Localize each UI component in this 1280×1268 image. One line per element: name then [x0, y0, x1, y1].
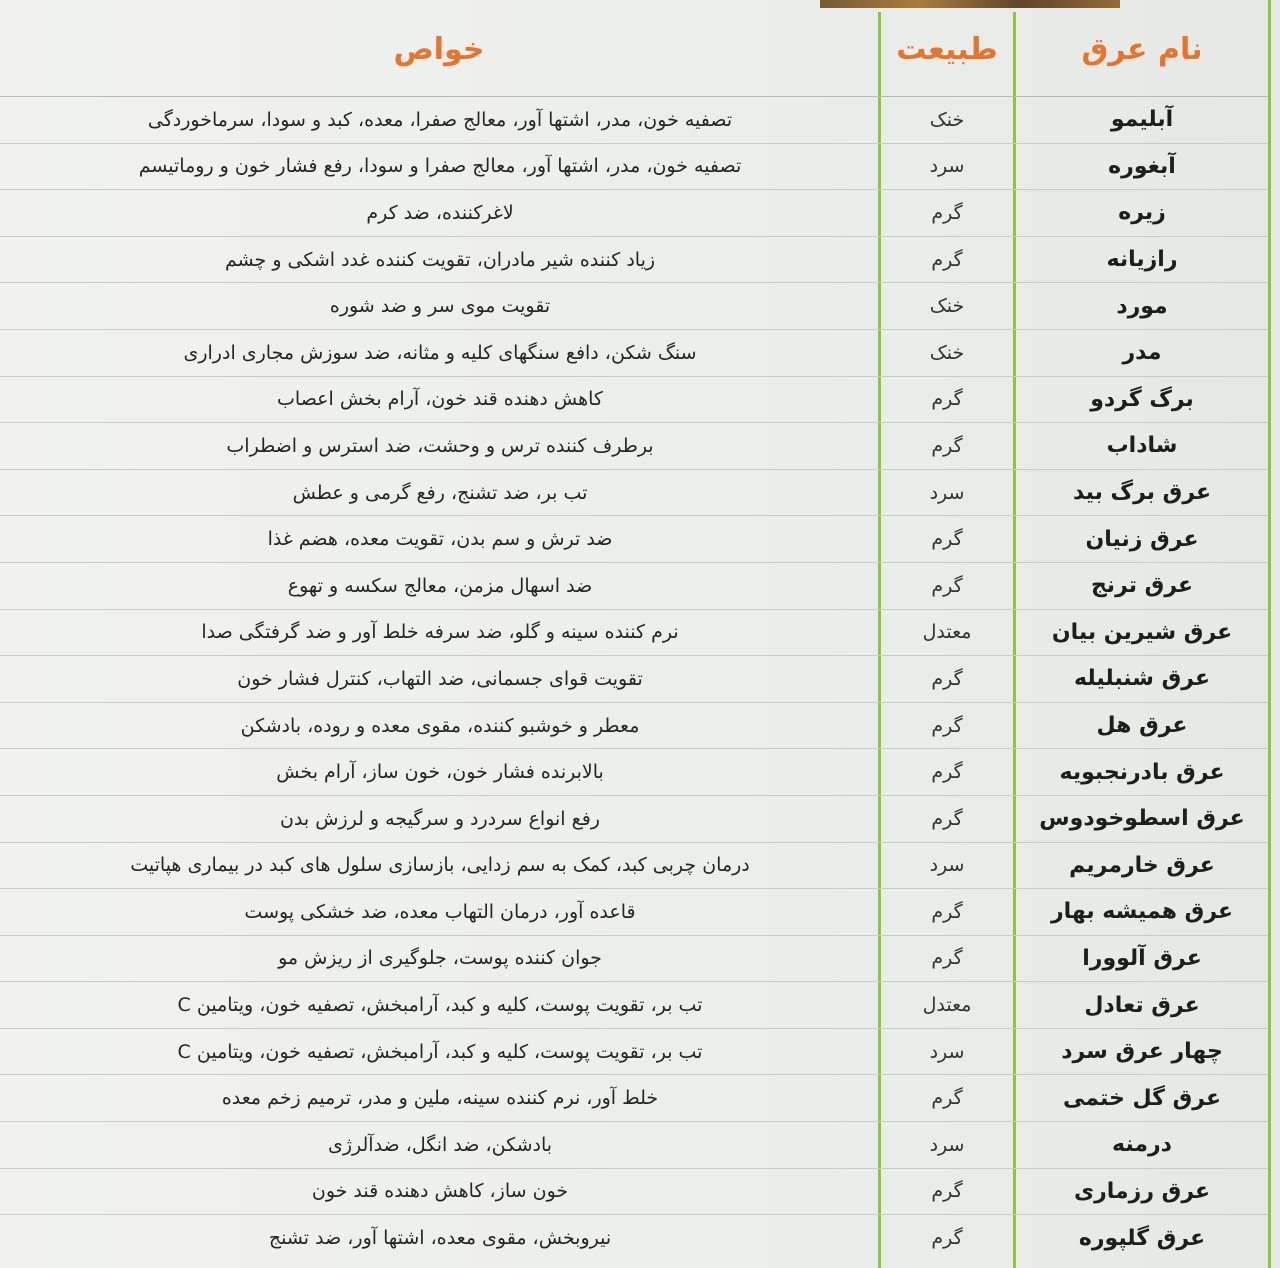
row-properties: نرم کننده سینه و گلو، ضد سرفه خلط آور و ضد گرفتگی صدا: [201, 621, 679, 644]
row-nature: سرد: [929, 1040, 965, 1063]
table-row: [0, 236, 1268, 283]
row-nature: گرم: [931, 900, 963, 923]
table-row: [0, 1214, 1268, 1261]
header-nature: طبیعت: [896, 32, 998, 67]
table-row: [0, 329, 1268, 376]
row-properties: تب بر، ضد تشنج، رفع گرمی و عطش: [292, 481, 588, 504]
row-name: عرق خارمریم: [1069, 852, 1215, 878]
row-name: مدر: [1122, 340, 1162, 366]
row-nature: گرم: [931, 574, 963, 597]
table-row: [0, 1028, 1268, 1075]
row-name: عرق هل: [1096, 713, 1188, 739]
row-nature: گرم: [931, 528, 963, 551]
row-properties: خلط آور، نرم کننده سینه، ملین و مدر، ترمیم زخم معده: [221, 1087, 659, 1110]
row-name: عرق آلوورا: [1082, 945, 1202, 971]
row-name: درمنه: [1112, 1132, 1172, 1158]
row-properties: جوان کننده پوست، جلوگیری از ریزش مو: [278, 947, 602, 970]
row-name: عرق اسطوخودوس: [1039, 806, 1245, 832]
row-name: برگ گردو: [1090, 386, 1194, 412]
table-row: [0, 935, 1268, 982]
row-nature: گرم: [931, 1180, 963, 1203]
table-row: [0, 282, 1268, 329]
row-properties: تقویت قوای جسمانی، ضد التهاب، کنترل فشار خون: [237, 667, 643, 690]
row-properties: سنگ شکن، دافع سنگهای کلیه و مثانه، ضد سوزش مجاری ادراری: [183, 341, 697, 364]
row-properties: بالابرنده فشار خون، خون ساز، آرام بخش: [276, 761, 604, 784]
top-decorative-image-strip: [820, 0, 1120, 8]
row-nature: گرم: [931, 248, 963, 271]
row-nature: گرم: [931, 807, 963, 830]
table-body: [0, 96, 1268, 1261]
row-name: عرق ترنج: [1090, 573, 1194, 599]
row-name: عرق برگ بید: [1072, 480, 1212, 506]
row-name: عرق رزماری: [1073, 1178, 1211, 1204]
table-row: [0, 515, 1268, 562]
row-nature: گرم: [931, 667, 963, 690]
row-name: عرق شیرین بیان: [1051, 619, 1233, 645]
row-nature: سرد: [929, 481, 965, 504]
row-name: عرق بادرنجبویه: [1059, 759, 1225, 785]
table-row: [0, 888, 1268, 935]
row-name: چهار عرق سرد: [1061, 1039, 1223, 1065]
row-name: عرق شنبلیله: [1074, 666, 1210, 692]
row-nature: خنک: [929, 108, 965, 131]
header-properties: خواص: [393, 32, 485, 67]
row-name: آبلیمو: [1110, 107, 1174, 133]
row-properties: رفع انواع سردرد و سرگیجه و لرزش بدن: [280, 807, 600, 830]
table-row: [0, 981, 1268, 1028]
row-properties: تقویت موی سر و ضد شوره: [329, 295, 551, 318]
row-nature: گرم: [931, 388, 963, 411]
row-properties: برطرف کننده ترس و وحشت، ضد استرس و اضطراب: [226, 434, 654, 457]
column-divider-edge: [1268, 0, 1271, 1268]
table-row: [0, 1121, 1268, 1168]
table-row: [0, 189, 1268, 236]
row-properties: تصفیه خون، مدر، اشتها آور، معالج صفرا، معده، کبد و سودا، سرماخوردگی: [147, 108, 733, 131]
row-properties: ضد اسهال مزمن، معالج سکسه و تهوع: [287, 574, 593, 597]
table-row: [0, 748, 1268, 795]
row-name: عرق زنیان: [1085, 526, 1199, 552]
row-name: عرق تعادل: [1084, 992, 1200, 1018]
table-row: [0, 96, 1268, 143]
table-row: [0, 422, 1268, 469]
row-name: شاداب: [1106, 433, 1178, 459]
row-nature: گرم: [931, 947, 963, 970]
table-row: [0, 1074, 1268, 1121]
row-nature: گرم: [931, 761, 963, 784]
row-name: عرق گلپوره: [1078, 1225, 1206, 1251]
row-name: زیره: [1118, 200, 1166, 226]
row-properties: تب بر، تقویت پوست، کلیه و کبد، آرامبخش، تصفیه خون، ویتامین C: [177, 994, 703, 1017]
table-row: [0, 842, 1268, 889]
row-nature: معتدل: [922, 621, 972, 644]
table-row: [0, 702, 1268, 749]
row-nature: سرد: [929, 1133, 965, 1156]
table-row: [0, 376, 1268, 423]
row-properties: خون ساز، کاهش دهنده قند خون: [311, 1180, 569, 1203]
table-row: [0, 562, 1268, 609]
row-properties: قاعده آور، درمان التهاب معده، ضد خشکی پوست: [244, 900, 636, 923]
header-name: نام عرق: [1081, 32, 1203, 67]
table-row: [0, 143, 1268, 190]
row-nature: گرم: [931, 434, 963, 457]
row-nature: سرد: [929, 854, 965, 877]
row-nature: گرم: [931, 714, 963, 737]
row-nature: خنک: [929, 295, 965, 318]
table-row: [0, 469, 1268, 516]
table-row: [0, 795, 1268, 842]
row-properties: تصفیه خون، مدر، اشتها آور، معالج صفرا و سودا، رفع فشار خون و روماتیسم: [138, 155, 742, 178]
row-nature: گرم: [931, 1227, 963, 1250]
table-header: [0, 10, 1268, 96]
row-properties: بادشکن، ضد انگل، ضدآلرژی: [327, 1133, 553, 1156]
row-properties: تب بر، تقویت پوست، کلیه و کبد، آرامبخش، تصفیه خون، ویتامین C: [177, 1040, 703, 1063]
row-properties: نیروبخش، مقوی معده، اشتها آور، ضد تشنج: [268, 1227, 612, 1250]
row-properties: لاغرکننده، ضد کرم: [366, 201, 514, 224]
row-nature: گرم: [931, 201, 963, 224]
row-name: عرق گل ختمی: [1063, 1085, 1221, 1111]
table-row: [0, 609, 1268, 656]
row-properties: کاهش دهنده قند خون، آرام بخش اعصاب: [277, 388, 603, 411]
row-nature: گرم: [931, 1087, 963, 1110]
row-nature: سرد: [929, 155, 965, 178]
row-name: آبغوره: [1108, 153, 1176, 179]
row-properties: معطر و خوشبو کننده، مقوی معده و روده، بادشکن: [240, 714, 640, 737]
row-properties: زیاد کننده شیر مادران، تقویت کننده غدد اشکی و چشم: [224, 248, 656, 271]
row-name: رازیانه: [1106, 247, 1178, 273]
table-row: [0, 1168, 1268, 1215]
row-name: عرق همیشه بهار: [1050, 899, 1234, 925]
row-name: مورد: [1116, 293, 1168, 319]
row-properties: ضد ترش و سم بدن، تقویت معده، هضم غذا: [267, 528, 613, 551]
row-nature: خنک: [929, 341, 965, 364]
row-nature: معتدل: [922, 994, 972, 1017]
row-properties: درمان چربی کبد، کمک به سم زدایی، بازسازی سلول های کبد در بیماری هپاتیت: [130, 854, 750, 877]
table-row: [0, 655, 1268, 702]
